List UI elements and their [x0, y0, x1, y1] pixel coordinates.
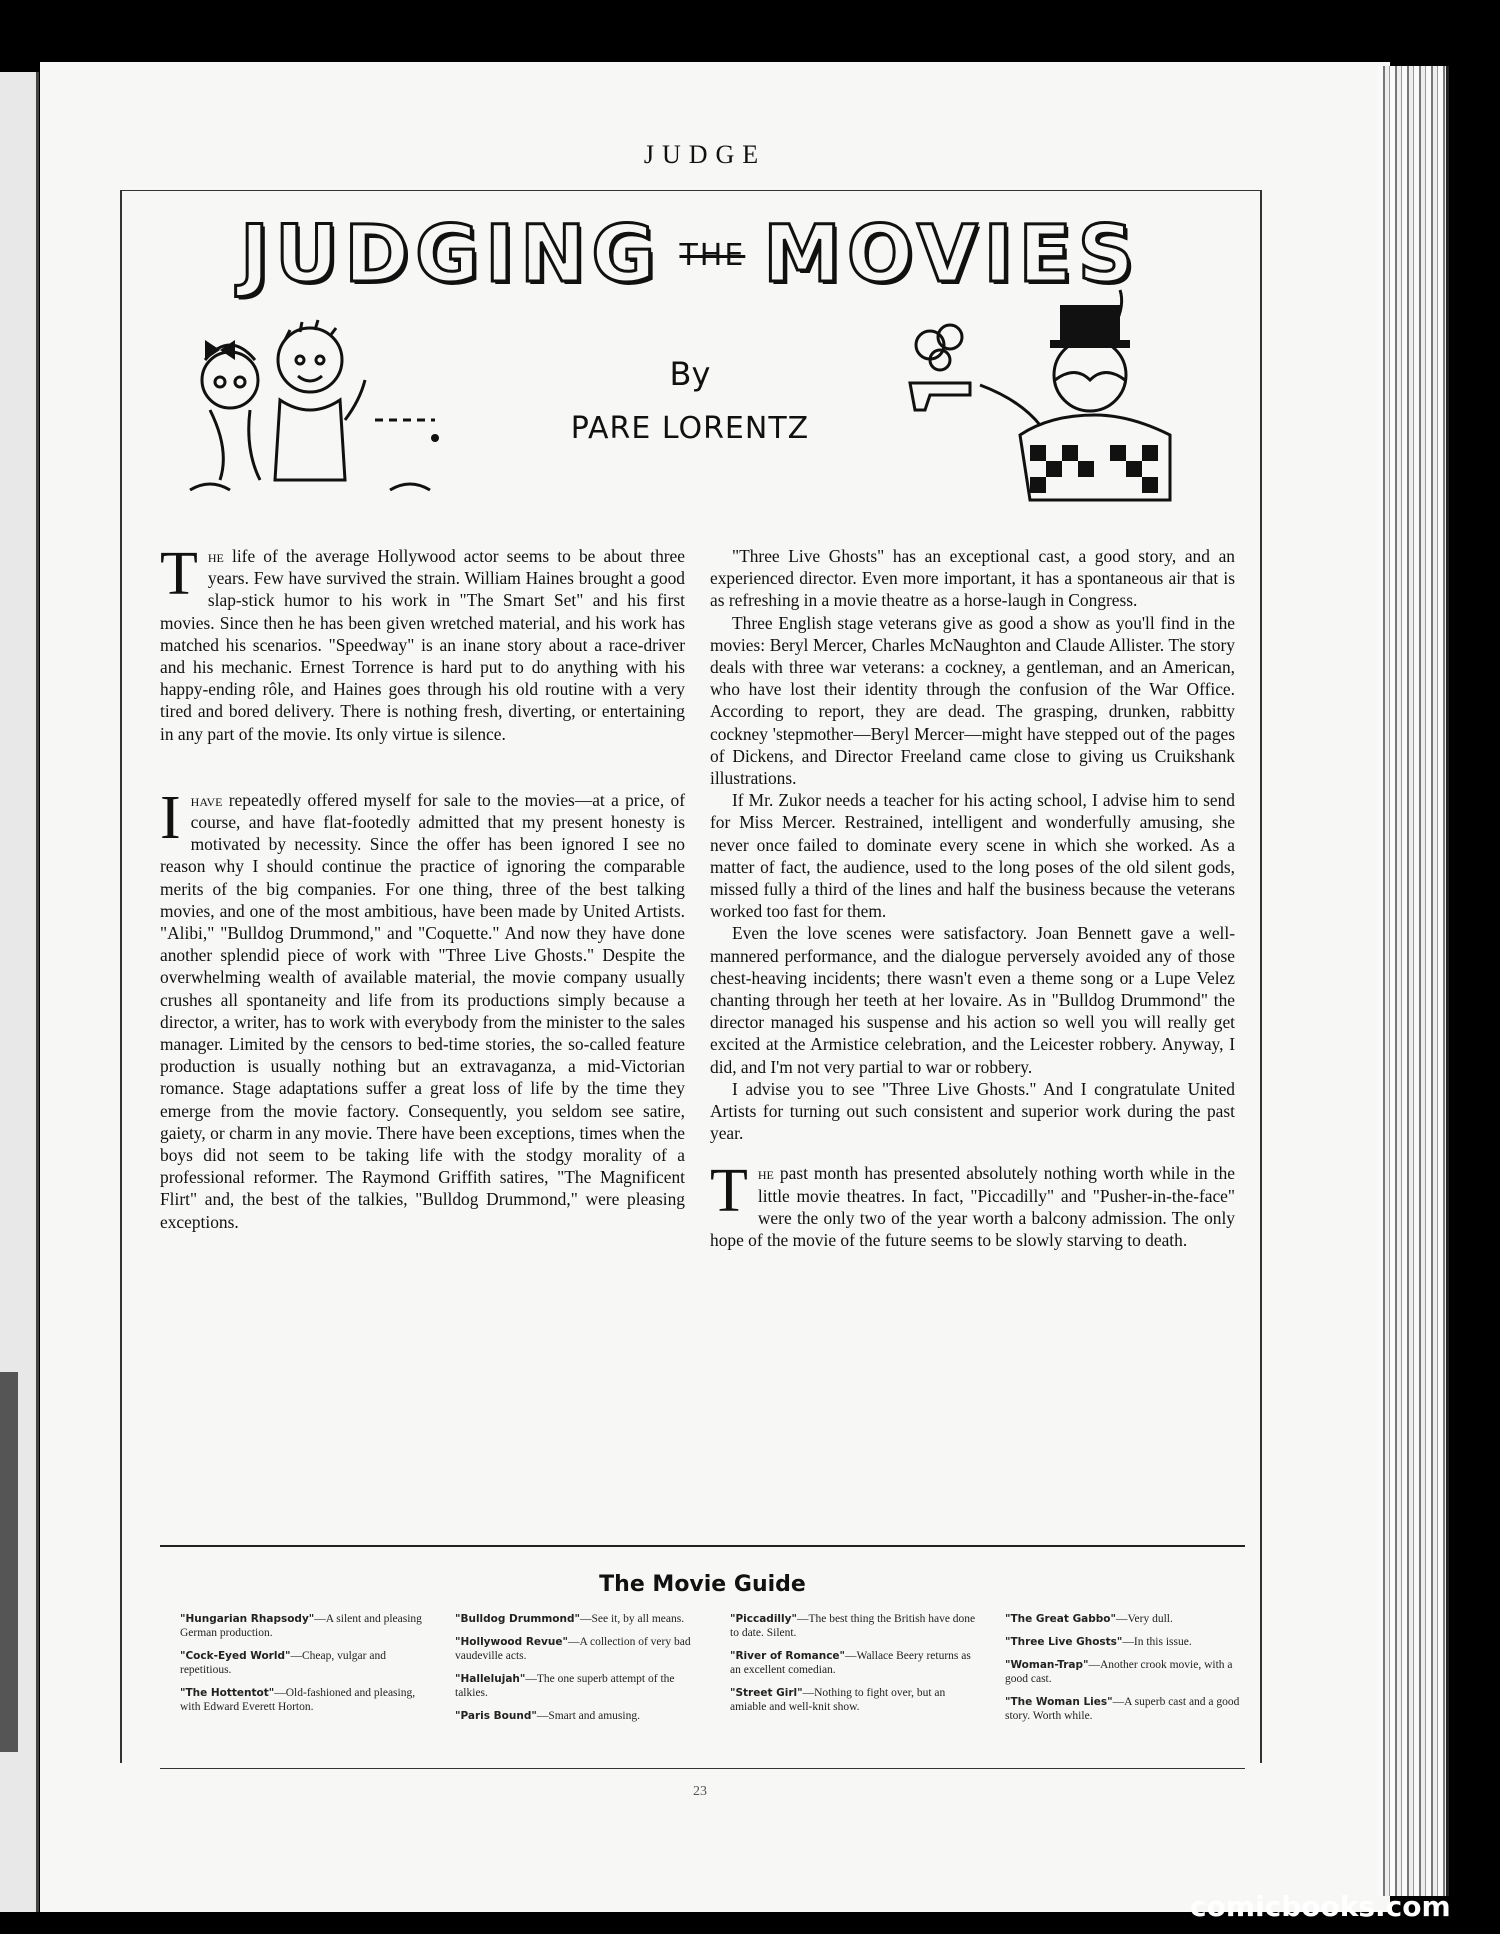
- guide-entry: [455, 1635, 705, 1663]
- movie-guide-column: [730, 1612, 980, 1723]
- guide-entry: [730, 1649, 980, 1677]
- guide-entry-title: "The Hottentot": [180, 1687, 275, 1699]
- guide-entry-text: —Nothing to fight over, but an amiable and well-knit show.: [730, 1687, 946, 1713]
- guide-entry: [1005, 1658, 1255, 1686]
- paragraph-opening: he: [757, 1163, 774, 1184]
- guide-entry: [455, 1612, 705, 1626]
- guide-entry-text: —Very dull.: [1115, 1613, 1173, 1625]
- guide-entry-title: "Hallelujah": [455, 1673, 526, 1685]
- guide-entry-title: "The Woman Lies": [1005, 1696, 1113, 1708]
- guide-entry-title: "Bulldog Drummond": [455, 1613, 580, 1625]
- drop-cap: I: [160, 783, 181, 852]
- guide-entry-text: —A collection of very bad vaudeville acts.: [455, 1636, 691, 1662]
- paragraph: [710, 1157, 1235, 1251]
- paragraph: "Three Live Ghosts" has an exceptional cast, a good story, and an experienced director. Even more important, it has a spontaneous air that is as refreshing in a movie theatre as a horse-laugh in Congress.: [710, 546, 1235, 611]
- guide-entry-text: —Old-fashioned and pleasing, with Edward Everett Horton.: [180, 1687, 416, 1713]
- byline: [540, 355, 840, 446]
- paragraph-text: life of the average Hollywood actor seems to be about three years. Few have survived the strain. William Haines brought a good slap-stick humor to his work in "The Smart Set" and his first movies. Since then he has been given wretched material, and his work has matched his scenarios. "Speedway" is an inane story about a race-driver and his mechanic. Ernest Torrence is hard put to do anything with his happy-ending rôle, and Haines goes through his old routine with a very tired and bored delivery. There is nothing fresh, diverting, or entertaining in any part of the movie. Its only virtue is silence.: [160, 546, 685, 744]
- guide-entry: [730, 1686, 980, 1714]
- audience-cartoon-illustration: [150, 300, 510, 500]
- paragraph: Even the love scenes were satisfactory. Joan Bennett gave a well-mannered performance, and the dialogue perversely avoided any of those chest-heaving incidents; there wasn't even a theme song or a Lupe Velez chanting through her teeth at her lovaire. As in "Bulldog Drummond" the director managed his suspense and his action so well you will really get excited at the Armistice celebration, and the Leicester robbery. Anyway, I did, and I'm not very partial to war or robbery.: [710, 923, 1235, 1077]
- watermark: comicbooks.com: [1190, 1890, 1451, 1923]
- title-word-movies: MOVIES: [763, 210, 1140, 300]
- guide-entry: [1005, 1635, 1255, 1649]
- guide-entry: [1005, 1695, 1255, 1723]
- page-number: 23: [693, 1784, 707, 1799]
- guide-entry-text: —A superb cast and a good story. Worth while.: [1005, 1696, 1240, 1722]
- masthead: JUDGE: [643, 140, 767, 169]
- guide-entry-text: —The best thing the British have done to date. Silent.: [730, 1613, 976, 1639]
- guide-entry-title: "Hungarian Rhapsody": [180, 1613, 315, 1625]
- bottom-divider: [160, 1768, 1245, 1769]
- byline-by: By: [669, 355, 711, 393]
- guide-entry: [180, 1649, 430, 1677]
- guide-entry-text: —Wallace Beery returns as an excellent comedian.: [730, 1650, 971, 1676]
- guide-entry: [455, 1672, 705, 1700]
- guide-entry-title: "Paris Bound": [455, 1710, 537, 1722]
- guide-entry-title: "River of Romance": [730, 1650, 846, 1662]
- paragraph: If Mr. Zukor needs a teacher for his acting school, I advise him to send for Miss Mercer. Restrained, intelligent and wonderfully amusing, she never once failed to dominate every scene in which she worked. As a matter of fact, the audience, used to the long poses of the old silent gods, missed fully a third of the lines and half the business because the veterans worked too fast for them.: [710, 790, 1235, 922]
- guide-entry-title: "Street Girl": [730, 1687, 803, 1699]
- paragraph: [160, 783, 685, 1233]
- guide-entry-text: —The one superb attempt of the talkies.: [455, 1673, 675, 1699]
- paragraph-text: past month has presented absolutely nothing worth while in the little movie theatres. In fact, "Piccadilly" and "Pusher-in-the-face" were the only two of the year worth a balcony admission. The only hope of the movie of the future seems to be slowly starving to death.: [710, 1163, 1235, 1251]
- drop-cap: T: [160, 540, 198, 608]
- guide-entry: [180, 1686, 430, 1714]
- guide-entry: [1005, 1612, 1255, 1626]
- article-column-left: [160, 540, 685, 1233]
- paragraph: [160, 540, 685, 745]
- guide-entry-text: —Smart and amusing.: [536, 1710, 640, 1722]
- movie-guide-column: [455, 1612, 705, 1732]
- guide-entry-title: "Three Live Ghosts": [1005, 1636, 1123, 1648]
- guide-entry-text: —See it, by all means.: [579, 1613, 685, 1625]
- paragraph: Three English stage veterans give as good a show as you'll find in the movies: Beryl Mercer, Charles McNaughton and Claude Allister. The story deals with three war veterans: a cockney, a gentleman, and an American, who have lost their identity through the confusion of the War Office. According to report, they are dead. The grasping, drunken, rabbitty cockney 'stepmother—Beryl Mercer—might have stepped out of the pages of Dickens, and Director Freeland came close to giving us Cruikshank illustrations.: [710, 612, 1235, 789]
- paragraph-text: repeatedly offered myself for sale to the movies—at a price, of course, and have flat-footedly admitted that my present honesty is motivated by necessity. Since the offer has been ignored I see no reason why I should continue the practice of ignoring the comparable merits of the big companies. For one thing, three of the best talking movies, and one of the most ambitious, have been made by United Artists. "Alibi," "Bulldog Drummond," and "Coquette." And now they have done another splendid piece of work with "Three Live Ghosts." Despite the overwhelming wealth of available material, the movie company usually crushes all spontaneity and life from its productions simply because a director, a writer, has to work with everybody from the minister to the sales manager. Limited by the censors to bed-time stories, the so-called feature production is usually nothing but an extravaganza, a mid-Victorian romance. Stage adaptations suffer a great loss of life by the time they emerge from the movie factory. Consequently, you seldom see satire, gaiety, or charm in any movie. There have been exceptions, times when the boys did not seem to be taking life with the stodgy morality of a professional reformer. The Raymond Griffith satires, "The Magnificent Flirt" and, the best of the talkies, "Bulldog Drummond," were pleasing exceptions.: [160, 789, 685, 1232]
- guide-entry-title: "Hollywood Revue": [455, 1636, 568, 1648]
- guide-entry-text: —Another crook movie, with a good cast.: [1005, 1659, 1233, 1685]
- guide-entry: [730, 1612, 980, 1640]
- movie-guide-column: [180, 1612, 430, 1723]
- guide-entry-text: —In this issue.: [1122, 1636, 1192, 1648]
- article-column-right: [710, 545, 1235, 1251]
- movie-guide-column: [1005, 1612, 1255, 1732]
- paragraph-opening: have: [190, 789, 223, 810]
- guide-entry-title: "The Great Gabbo": [1005, 1613, 1116, 1625]
- section-divider: [160, 1545, 1245, 1547]
- paragraph-opening: he: [207, 546, 224, 566]
- guide-entry-title: "Piccadilly": [730, 1613, 797, 1625]
- guide-entry-text: —A silent and pleasing German production.: [180, 1613, 422, 1639]
- guide-entry-title: "Cock-Eyed World": [180, 1650, 291, 1662]
- title-word-judging: JUDGING: [240, 210, 662, 300]
- guide-entry: [180, 1612, 430, 1640]
- left-page-shadow: [0, 1372, 18, 1752]
- page-stack-edge: [1378, 66, 1449, 1896]
- title-word-the: THE: [679, 237, 746, 273]
- paragraph: I advise you to see "Three Live Ghosts." And I congratulate United Artists for turning out such consistent and superior work during the past year.: [710, 1078, 1235, 1144]
- guide-entry: [455, 1709, 705, 1723]
- guide-entry-text: —Cheap, vulgar and repetitious.: [180, 1650, 386, 1676]
- author-name: PARE LORENTZ: [570, 411, 810, 446]
- drop-cap: T: [710, 1157, 748, 1226]
- left-page-edge: [0, 72, 39, 1912]
- villain-cartoon-illustration: [870, 285, 1250, 505]
- guide-entry-title: "Woman-Trap": [1005, 1659, 1089, 1671]
- movie-guide-title: The Movie Guide: [599, 1572, 806, 1597]
